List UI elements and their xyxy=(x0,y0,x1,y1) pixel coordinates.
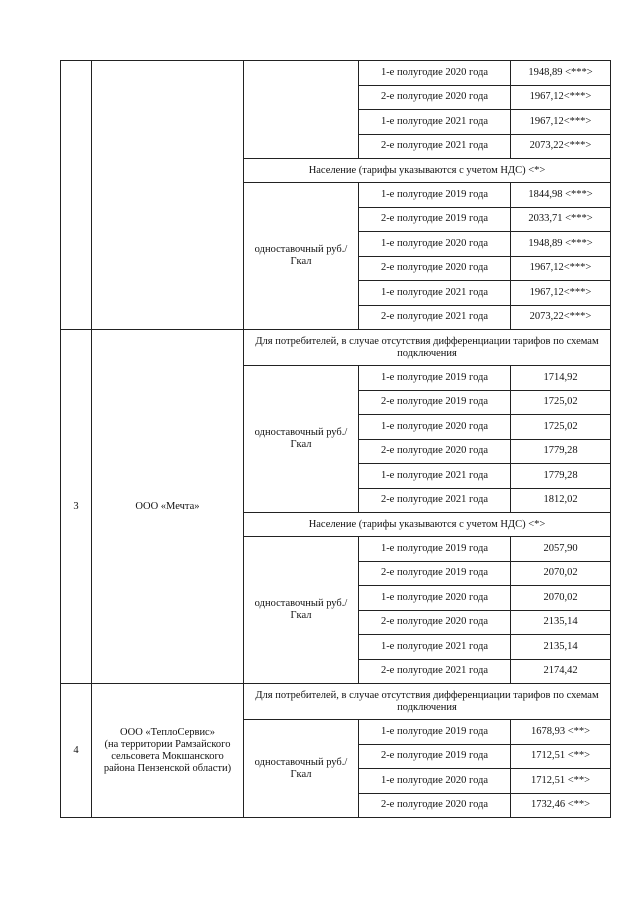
tariff-value-cell: 1967,12<***> xyxy=(511,85,611,110)
period-cell: 2-е полугодие 2021 года xyxy=(359,134,511,159)
tariff-value-cell: 1967,12<***> xyxy=(511,110,611,135)
section-header-row xyxy=(61,684,611,720)
organization-name-line: района Пензенской области) xyxy=(103,762,232,774)
row-number xyxy=(61,61,92,330)
period-cell: 2-е полугодие 2021 года xyxy=(359,305,511,330)
tariff-value-cell: 1714,92 xyxy=(511,366,611,391)
period-cell: 1-е полугодие 2020 года xyxy=(359,232,511,257)
tariff-value-cell: 1948,89 <***> xyxy=(511,232,611,257)
tariff-value-cell: 1712,51 <**> xyxy=(511,769,611,794)
tariff-value-cell: 2174,42 xyxy=(511,659,611,684)
period-cell: 1-е полугодие 2019 года xyxy=(359,366,511,391)
section-header: Население (тарифы указываются с учетом НДС) <*> xyxy=(244,159,611,183)
tariff-value-cell: 1812,02 xyxy=(511,488,611,513)
period-cell: 1-е полугодие 2021 года xyxy=(359,464,511,489)
tariff-type xyxy=(244,61,359,159)
period-cell: 2-е полугодие 2020 года xyxy=(359,85,511,110)
section-header: Для потребителей, в случае отсутствия дифференциации тарифов по схемам подключения xyxy=(244,330,611,366)
tariff-value-cell: 2033,71 <***> xyxy=(511,207,611,232)
tariff-value-cell: 2135,14 xyxy=(511,610,611,635)
period-cell: 2-е полугодие 2019 года xyxy=(359,561,511,586)
period-cell: 1-е полугодие 2020 года xyxy=(359,769,511,794)
tariff-type: одноставочный руб./Гкал xyxy=(244,366,359,513)
tariff-row xyxy=(61,61,611,86)
period-cell: 1-е полугодие 2019 года xyxy=(359,537,511,562)
tariff-value-cell: 1725,02 xyxy=(511,415,611,440)
organization-name xyxy=(92,61,244,330)
tariff-value-cell: 1732,46 <**> xyxy=(511,793,611,818)
tariff-value-cell: 1712,51 <**> xyxy=(511,744,611,769)
period-cell: 2-е полугодие 2019 года xyxy=(359,744,511,769)
tariff-value-cell: 1779,28 xyxy=(511,464,611,489)
section-header: Население (тарифы указываются с учетом НДС) <*> xyxy=(244,513,611,537)
period-cell: 1-е полугодие 2021 года xyxy=(359,635,511,660)
period-cell: 1-е полугодие 2019 года xyxy=(359,720,511,745)
tariff-value-cell: 2070,02 xyxy=(511,586,611,611)
tariff-type: одноставочный руб./Гкал xyxy=(244,183,359,330)
tariff-table xyxy=(60,60,611,818)
organization-name xyxy=(92,684,244,818)
period-cell: 1-е полугодие 2020 года xyxy=(359,61,511,86)
tariff-table-body xyxy=(61,61,611,818)
tariff-value-cell: 2073,22<***> xyxy=(511,305,611,330)
organization-name xyxy=(92,330,244,684)
tariff-value-cell: 2135,14 xyxy=(511,635,611,660)
tariff-value-cell: 1779,28 xyxy=(511,439,611,464)
tariff-value-cell: 1844,98 <***> xyxy=(511,183,611,208)
period-cell: 2-е полугодие 2020 года xyxy=(359,256,511,281)
tariff-value-cell: 1725,02 xyxy=(511,390,611,415)
period-cell: 1-е полугодие 2020 года xyxy=(359,415,511,440)
row-number: 4 xyxy=(61,684,92,818)
tariff-value-cell: 2057,90 xyxy=(511,537,611,562)
period-cell: 2-е полугодие 2020 года xyxy=(359,439,511,464)
period-cell: 1-е полугодие 2021 года xyxy=(359,281,511,306)
period-cell: 2-е полугодие 2020 года xyxy=(359,610,511,635)
period-cell: 2-е полугодие 2019 года xyxy=(359,207,511,232)
period-cell: 2-е полугодие 2020 года xyxy=(359,793,511,818)
tariff-value-cell: 1967,12<***> xyxy=(511,256,611,281)
period-cell: 2-е полугодие 2019 года xyxy=(359,390,511,415)
tariff-value-cell: 1678,93 <**> xyxy=(511,720,611,745)
period-cell: 2-е полугодие 2021 года xyxy=(359,488,511,513)
tariff-value-cell: 1948,89 <***> xyxy=(511,61,611,86)
organization-name-line: ООО «Мечта» xyxy=(135,500,200,512)
organization-name-line: (на территории Рамзайского xyxy=(104,738,231,750)
section-header-row xyxy=(61,330,611,366)
section-header: Для потребителей, в случае отсутствия дифференциации тарифов по схемам подключения xyxy=(244,684,611,720)
row-number: 3 xyxy=(61,330,92,684)
organization-name-line: ООО «ТеплоСервис» xyxy=(120,726,215,738)
period-cell: 1-е полугодие 2020 года xyxy=(359,586,511,611)
tariff-value-cell: 2073,22<***> xyxy=(511,134,611,159)
period-cell: 1-е полугодие 2019 года xyxy=(359,183,511,208)
tariff-value-cell: 2070,02 xyxy=(511,561,611,586)
period-cell: 2-е полугодие 2021 года xyxy=(359,659,511,684)
period-cell: 1-е полугодие 2021 года xyxy=(359,110,511,135)
organization-name-line: сельсовета Мокшанского xyxy=(111,750,224,762)
tariff-type: одноставочный руб./Гкал xyxy=(244,537,359,684)
tariff-value-cell: 1967,12<***> xyxy=(511,281,611,306)
tariff-type: одноставочный руб./Гкал xyxy=(244,720,359,818)
